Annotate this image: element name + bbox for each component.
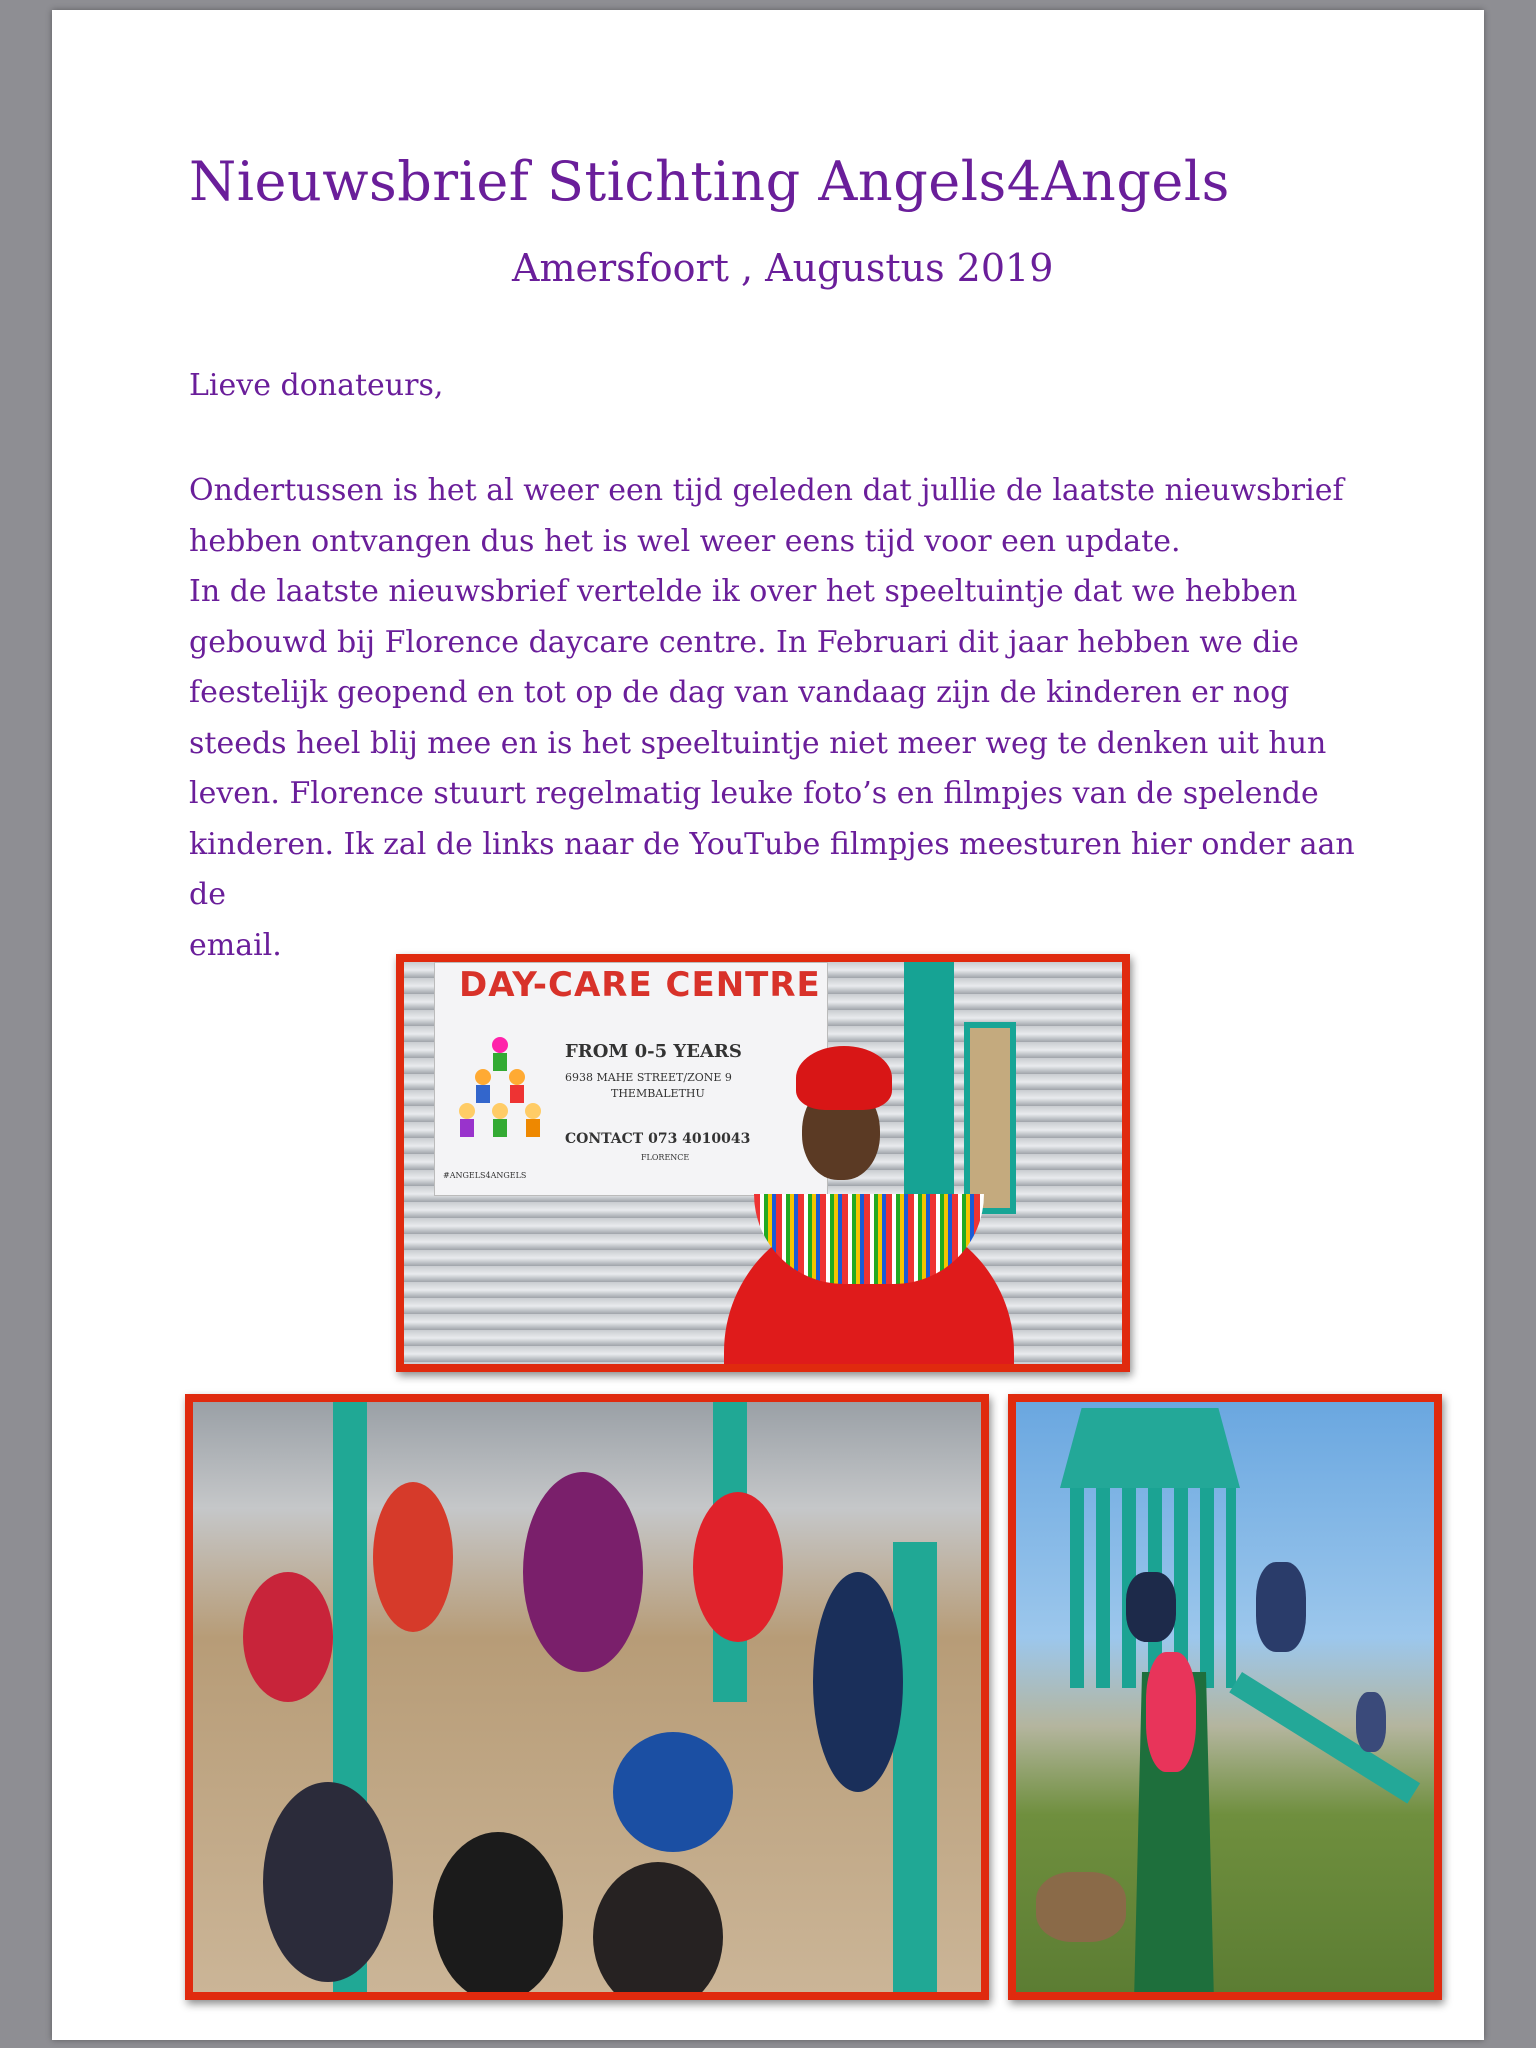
body-line: email.	[189, 927, 282, 963]
body-line: leven. Florence stuurt regelmatig leuke foto’s en filmpjes van de spelende	[189, 776, 1319, 811]
sign-tag: #ANGELS4ANGELS	[443, 1171, 527, 1180]
dog-figure	[1036, 1872, 1126, 1942]
child-figure	[813, 1572, 903, 1792]
body-line: feestelijk geopend en tot op de dag van vandaag zijn de kinderen er nog	[189, 675, 1290, 710]
window	[964, 1022, 1016, 1214]
woman-headwrap	[796, 1046, 892, 1110]
body-line: steeds heel blij mee en is het speeltuintje niet meer weg te denken uit hun	[189, 725, 1327, 761]
sign-address-1: 6938 MAHE STREET/ZONE 9	[565, 1071, 732, 1084]
photo-children-slide	[1008, 1394, 1442, 2000]
greeting: Lieve donateurs,	[189, 368, 444, 403]
body-line: kinderen. Ik zal de links naar de YouTube filmpjes meesturen hier onder aan de	[189, 826, 1355, 912]
photo-children-sandpit	[185, 1394, 989, 2000]
child-figure	[373, 1482, 453, 1632]
sign-contact: CONTACT 073 4010043	[565, 1131, 751, 1147]
climbing-ladder	[1229, 1672, 1420, 1804]
body-line: gebouwd bij Florence daycare centre. In Februari dit jaar hebben we die	[189, 624, 1299, 660]
sign-title: DAY-CARE CENTRE	[459, 965, 821, 1005]
playground-pole	[893, 1542, 937, 2000]
playhouse-roof	[1060, 1408, 1240, 1488]
child-figure	[1146, 1652, 1196, 1772]
body-line: Ondertussen is het al weer een tijd geleden dat jullie de laatste nieuwsbrief	[189, 473, 1344, 508]
child-figure	[263, 1782, 393, 1982]
child-figure	[593, 1862, 723, 2000]
body-line: In de laatste nieuwsbrief vertelde ik over het speeltuintje dat we hebben	[189, 574, 1298, 609]
photo-florence-sign	[396, 954, 1130, 1372]
child-figure	[1256, 1562, 1306, 1652]
door-frame	[904, 962, 954, 1202]
sign-ages: FROM 0-5 YEARS	[565, 1041, 742, 1062]
child-figure	[243, 1572, 333, 1702]
newsletter-title: Nieuwsbrief Stichting Angels4Angels	[189, 150, 1230, 213]
sign-address-2: THEMBALETHU	[611, 1087, 705, 1100]
letter-body	[189, 466, 1369, 971]
kids-pyramid-icon	[455, 1033, 545, 1143]
adult-figure	[523, 1472, 643, 1672]
child-figure	[433, 1832, 563, 2000]
child-figure	[613, 1732, 733, 1852]
child-figure	[693, 1492, 783, 1642]
child-figure	[1356, 1692, 1386, 1752]
child-figure	[1126, 1572, 1176, 1642]
body-line: hebben ontvangen dus het is wel weer eens tijd voor een update.	[189, 523, 1181, 559]
newsletter-subtitle: Amersfoort , Augustus 2019	[512, 246, 1054, 290]
daycare-sign	[434, 962, 828, 1196]
sign-name: FLORENCE	[641, 1153, 690, 1162]
